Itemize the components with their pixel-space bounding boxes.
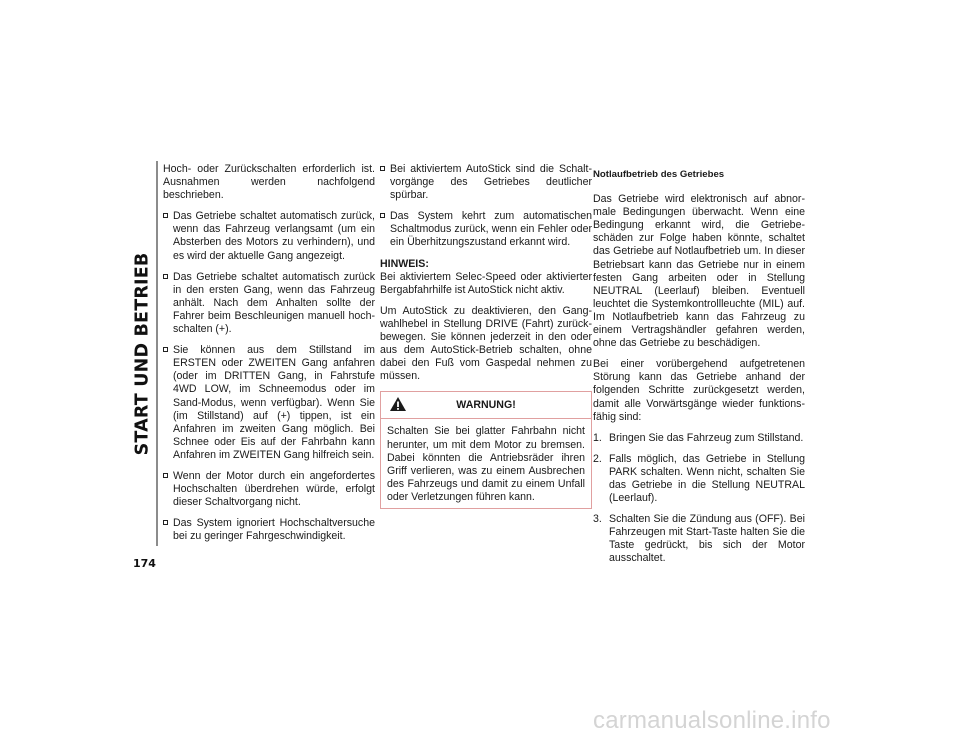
autostick-paragraph: Um AutoStick zu deaktivieren, den Gangwahlhebel in Stellung DRIVE (Fahrt) zurückbewegen. Sie können jederzeit in den oder aus dem AutoStick-Betrieb schalten, ohne dabei den Fuß vom Gaspedal nehmen zu müssen. — [380, 304, 592, 383]
warning-box — [380, 391, 592, 509]
warning-text: Schalten Sie bei glatter Fahrbahn nicht herunter, um mit dem Motor zu bremsen. Dabei könnten die Antriebsräder ihren Griff verlieren, was zu einem Ausbrechen des Fahrzeugs und damit zu einem Unfall oder Verletzungen führen kann. — [387, 425, 585, 503]
list-item: Das Getriebe schaltet automatisch zurück, wenn das Fahrzeug verlangsamt (um ein Absterben des Motors zu verhindern), und es wird der aktuelle Gang angezeigt. — [163, 210, 375, 262]
square-bullet-icon — [163, 274, 168, 279]
warning-title: WARNUNG! — [456, 398, 516, 411]
reset-paragraph: Bei einer vorübergehend aufgetretenen Störung kann das Getriebe anhand der folgenden Schritte zurückgesetzt werden, damit alle Vorwärtsgänge wieder funktionsfähig sind: — [593, 358, 805, 423]
section-heading: Notlaufbetrieb des Getriebes — [593, 169, 725, 180]
square-bullet-icon — [163, 213, 168, 218]
column-left — [163, 163, 375, 551]
intro-paragraph: Hoch- oder Zurückschalten erforderlich ist. Ausnahmen werden nachfolgend beschrieben. — [163, 163, 375, 202]
note-text: Bei aktiviertem Selec-Speed oder aktivierter Bergabfahrhilfe ist AutoStick nicht aktiv. — [380, 270, 592, 296]
list-item: Das System kehrt zum automatischen Schaltmodus zurück, wenn ein Fehler oder ein Überhitzungszustand erkannt wird. — [380, 210, 592, 249]
warning-triangle-icon — [389, 396, 407, 412]
list-item: Das Getriebe schaltet automatisch zurück in den ersten Gang, wenn das Fahrzeug anhält. Nach dem Anhalten sollte der Fahrer beim Beschleunigen manuell hochschalten (+). — [163, 271, 375, 336]
watermark-logo: carmanualsonline.info — [593, 707, 831, 734]
chapter-title — [128, 161, 156, 546]
list-item: Sie können aus dem Stillstand im ERSTEN oder ZWEITEN Gang anfahren (oder im DRITTEN Gang, in Fahrstufe 4WD LOW, im Schneemodus oder im Sand-Modus, wenn verfügbar). Wenn Sie (im Stillstand) auf (+) tippen, ist ein Anfahren im zweiten Gang möglich. Bei Schnee oder Eis auf der Fahrbahn kann Anfahren im ZWEITEN Gang hilfreich sein. — [163, 344, 375, 462]
square-bullet-icon — [163, 520, 168, 525]
list-item: Das System ignoriert Hochschaltversuche bei zu geringer Fahrgeschwindigkeit. — [163, 517, 375, 543]
note-label: HINWEIS: — [380, 257, 429, 270]
chapter-rule — [156, 161, 158, 546]
step-item: 2. Falls möglich, das Getriebe in Stellung PARK schalten. Wenn nicht, schalten Sie das Getriebe in die Stellung NEUTRAL (Leerlauf). — [593, 452, 805, 505]
step-item: 1. Bringen Sie das Fahrzeug zum Stillstand. — [593, 431, 804, 444]
column-right — [593, 168, 805, 574]
step-item: 3. Schalten Sie die Zündung aus (OFF). Bei Fahrzeugen mit Start-Taste halten Sie die Taste gedrückt, bis sich der Motor ausschaltet. — [593, 513, 805, 565]
page-number: 174 — [133, 557, 156, 570]
list-item: Bei aktiviertem AutoStick sind die Schaltvorgänge des Getriebes deutlicher spürbar. — [380, 163, 592, 202]
column-middle — [380, 163, 592, 509]
square-bullet-icon — [163, 347, 168, 352]
list-item: Wenn der Motor durch ein angefordertes Hochschalten überdrehen würde, erfolgt dieser Schaltvorgang nicht. — [163, 470, 375, 509]
square-bullet-icon — [163, 473, 168, 478]
warning-body — [381, 419, 591, 508]
square-bullet-icon — [380, 166, 385, 171]
limp-mode-paragraph: Das Getriebe wird elektronisch auf abnormale Bedingungen überwacht. Wenn eine Bedingung erkannt wird, die Getriebeschäden zur Folge haben könnte, schaltet das Getriebe auf Notlaufbetrieb um. In dieser Betriebsart kann das Getriebe nur in einem festen Gang arbeiten oder in Stellung NEUTRAL (Leerlauf) bleiben. Eventuell leuchtet die Systemkontrollleuchte (MIL) auf. Im Notlaufbetrieb kann das Fahrzeug zu einem Vertragshändler gefahren werden, ohne das Getriebe zu beschädigen. — [593, 193, 805, 350]
warning-header — [381, 392, 591, 419]
chapter-title-text: START UND BETRIEB — [132, 252, 152, 455]
square-bullet-icon — [380, 213, 385, 218]
